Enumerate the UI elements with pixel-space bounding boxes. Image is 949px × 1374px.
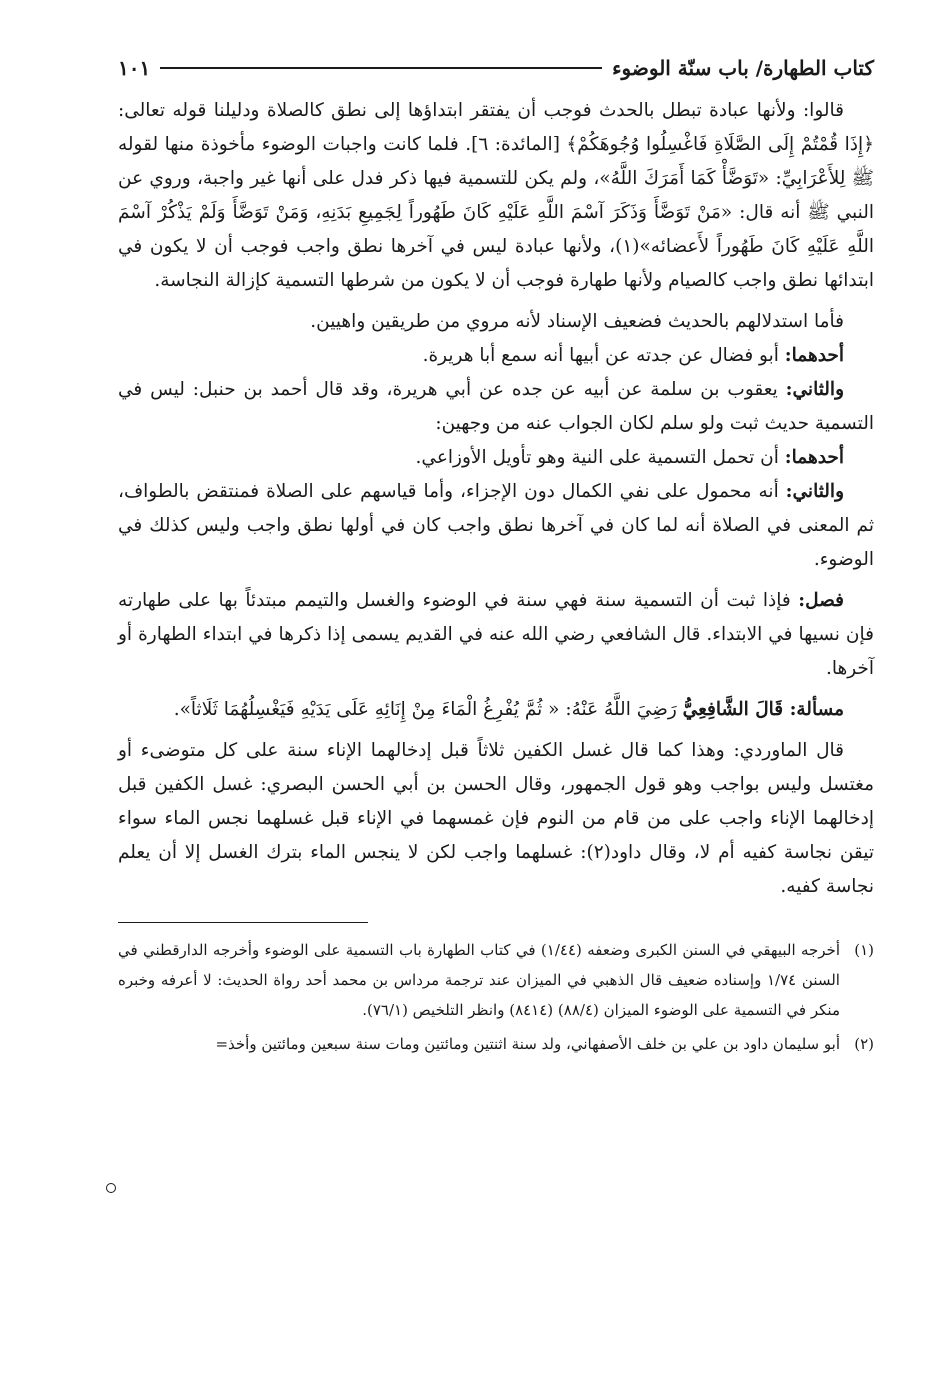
paragraph-5-text: أن تحمل التسمية على النية وهو تأويل الأوزاعي. bbox=[415, 447, 785, 468]
paragraph-7-text: فإذا ثبت أن التسمية سنة فهي سنة في الوضوء والغسل والتيمم مبتدئاً بها على طهارته فإن نسيها في الابتداء. قال الشافعي رضي الله عنه في القديم يسمى إذا ذكرها في ابتداء الطهارة أو آخرها. bbox=[118, 590, 874, 679]
footnote-1-number: (١) bbox=[854, 941, 874, 959]
margin-circle-mark bbox=[106, 1183, 116, 1193]
footnote-2-text: أبو سليمان داود بن علي بن خلف الأصفهاني، ولد سنة اثنتين ومائتين ومات سنة سبعين ومائتين وأخذ= bbox=[215, 1035, 840, 1053]
paragraph-3-text: أبو فضال عن جدته عن أبيها أنه سمع أبا هريرة. bbox=[422, 345, 785, 366]
page-number: ١٠١ bbox=[118, 56, 151, 80]
paragraph-3 bbox=[118, 339, 874, 373]
paragraph-9 bbox=[118, 734, 874, 904]
footnotes bbox=[118, 935, 874, 1059]
footnote-separator bbox=[118, 922, 368, 923]
paragraph-2-text: فأما استدلالهم بالحديث فضعيف الإسناد لأنه مروي من طريقين واهيين. bbox=[310, 311, 844, 332]
document-page bbox=[118, 48, 874, 1059]
paragraph-8 bbox=[118, 693, 874, 727]
paragraph-6-text: أنه محمول على نفي الكمال دون الإجزاء، وأما قياسهم على الصلاة فمنتقض بالطواف، ثم المعنى في الصلاة أنه لما كان في آخرها نطق واجب كان في أولها نطق واجب وليس كذلك في الوضوء. bbox=[118, 481, 874, 570]
paragraph-5 bbox=[118, 441, 874, 475]
paragraph-9-text: قال الماوردي: وهذا كما قال غسل الكفين ثلاثاً قبل إدخالهما الإناء سنة على كل متوضىء أو مغتسل وليس بواجب وهو قول الجمهور، وقال الحسن بن أبي الحسن البصري: غسل الكفين قبل إدخالهما الإناء واجب على من قام من النوم فإن غمسهما في الإناء قبل غسلهما نجس الماء سواء تيقن نجاسة كفيه أم لا، وقال داود(٢): غسلهما واجب لكن لا ينجس الماء بترك الغسل إلا أن يعلم نجاسة كفيه. bbox=[118, 740, 874, 897]
paragraph-8-lead: مسألة: قَالَ الشَّافِعِيُّ bbox=[682, 699, 844, 720]
running-header bbox=[118, 48, 874, 88]
paragraph-1-text: قالوا: ولأنها عبادة تبطل بالحدث فوجب أن يفتقر ابتداؤها إلى نطق كالصلاة ودليلنا قوله تعالى: ﴿إِذَا قُمْتُمْ إِلَى الصَّلَاةِ فَاغْسِلُوا وُجُوهَكُمْ﴾ [المائدة: ٦]. فلما كانت واجبات الوضوء مأخوذة منها لقوله ﷺ لِلأَعْرَابِيِّ: «تَوَضَّأْ كَمَا أَمَرَكَ اللَّهُ»، ولم يكن للتسمية فيها ذكر فدل على أنها غير واجبة، وروي عن النبي ﷺ أنه قال: «مَنْ تَوَضَّأَ وَذَكَرَ آسْمَ اللَّهِ عَلَيْهِ كَانَ طَهُوراً لِجَمِيعِ بَدَنِهِ، وَمَنْ تَوَضَّأَ وَلَمْ يَذْكُرْ آسْمَ اللَّهِ عَلَيْهِ كَانَ طَهُوراً لأَعضائه»(١)، ولأنها عبادة ليس في آخرها نطق واجب فوجب أن لا يكون في ابتدائها نطق واجب كالصيام ولأنها طهارة فوجب أن لا يكون من شرطها التسمية كإزالة النجاسة. bbox=[118, 100, 875, 291]
main-text bbox=[118, 94, 874, 904]
paragraph-6 bbox=[118, 475, 874, 577]
footnote-1-text: أخرجه البيهقي في السنن الكبرى وضعفه (١/٤٤) في كتاب الطهارة باب التسمية على الوضوء وأخرجه الدارقطني في السنن ١/٧٤ وإسناده ضعيف قال الذهبي في الميزان عند ترجمة مرداس بن محمد أحد رواة الحديث: لا أعرفه وخبره منكر في التسمية على الوضوء الميزان (٨٨/٤) (٨٤١٤) وانظر التلخيص (٧٦/١). bbox=[118, 941, 840, 1019]
paragraph-3-lead: أحدهما: bbox=[784, 345, 844, 366]
paragraph-7 bbox=[118, 584, 874, 686]
footnote-1 bbox=[118, 935, 874, 1025]
running-title: كتاب الطهارة/ باب سنّة الوضوء bbox=[612, 56, 874, 80]
paragraph-5-lead: أحدهما: bbox=[784, 447, 844, 468]
paragraph-4-text: يعقوب بن سلمة عن أبيه عن جده عن أبي هريرة، وقد قال أحمد بن حنبل: ليس في التسمية حديث ثبت ولو سلم لكان الجواب عنه من وجهين: bbox=[118, 379, 874, 434]
paragraph-2 bbox=[118, 305, 874, 339]
paragraph-4-lead: والثاني: bbox=[785, 379, 844, 400]
paragraph-4 bbox=[118, 373, 874, 441]
paragraph-6-lead: والثاني: bbox=[785, 481, 844, 502]
paragraph-1 bbox=[118, 94, 874, 298]
footnote-2-number: (٢) bbox=[854, 1035, 874, 1053]
header-rule bbox=[160, 67, 602, 69]
footnote-2 bbox=[118, 1029, 874, 1059]
paragraph-7-lead: فصل: bbox=[798, 590, 844, 611]
paragraph-8-text: رَضِيَ اللَّهُ عَنْهُ: « ثُمَّ يُفْرِغُ الْمَاءَ مِنْ إِنَائِهِ عَلَى يَدَيْهِ فَيَغْسِلُهُمَا ثَلَاثاً». bbox=[173, 699, 683, 720]
